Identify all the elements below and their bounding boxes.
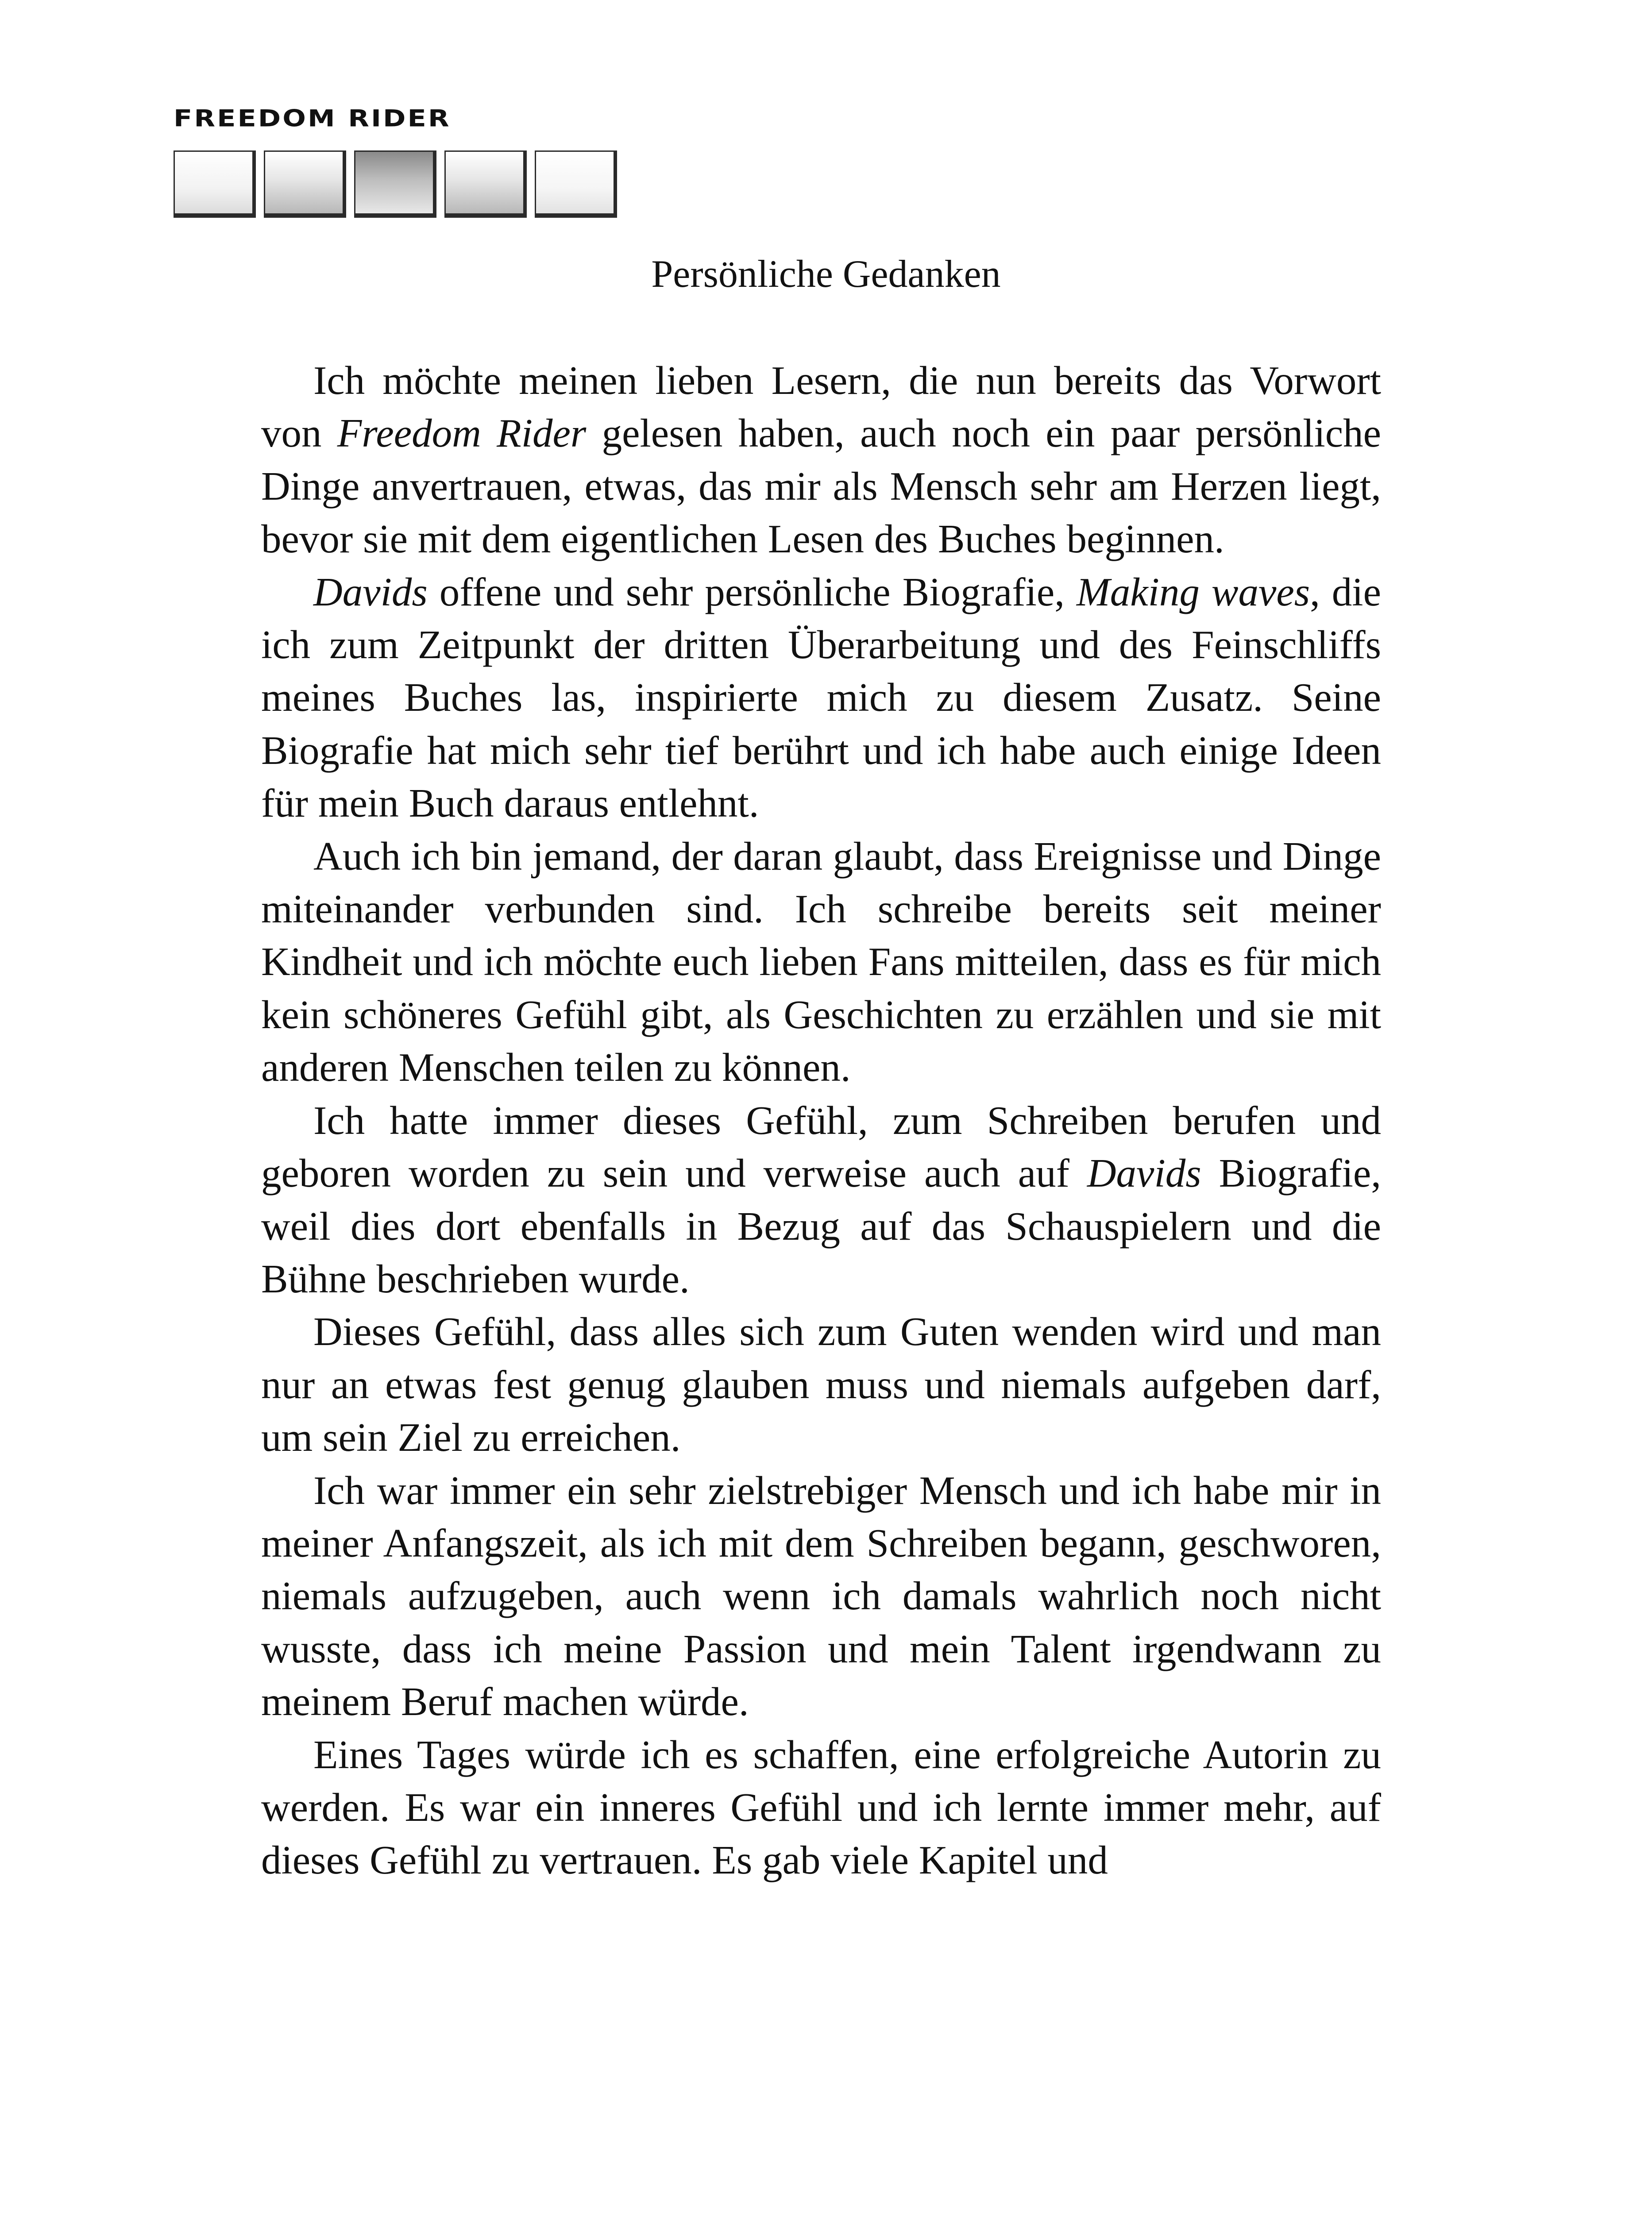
brand-logo: FREEDOM RIDER — [174, 104, 451, 132]
paragraph — [261, 566, 1381, 830]
book-title-text: Making waves — [1076, 569, 1310, 614]
paragraph-text: Ich war immer ein sehr zielstrebiger Mensch und ich habe mir in meiner Anfangszeit, als ich mit dem Schreiben begann, geschworen, niemals aufzugeben, auch wenn ich damals wahrlich noch nicht wusste, dass ich meine Passion und mein Talent irgendwann zu meinem Beruf machen würde. — [261, 1468, 1381, 1724]
paragraph-text: Dieses Gefühl, dass alles sich zum Guten wenden wird und man nur an etwas fest genug glauben muss und niemals aufgeben darf, um sein Ziel zu erreichen. — [261, 1309, 1381, 1460]
name-text: Davids — [1087, 1151, 1201, 1196]
page-title: Persönliche Gedanken — [651, 253, 1001, 296]
paragraph-text: , die ich zum Zeitpunkt der dritten Überarbeitung und des Feinschliffs meines Buches las, inspirierte mich zu diesem Zusatz. Seine Biografie hat mich sehr tief berührt und ich habe auch einige Ideen für mein Buch daraus entlehnt. — [261, 569, 1381, 826]
paragraph-text: Ich hatte immer dieses Gefühl, zum Schreiben berufen und geboren worden zu sein und verweise auch auf — [261, 1098, 1381, 1196]
paragraph — [261, 1094, 1381, 1306]
header-tile — [354, 150, 436, 218]
header-tile — [264, 150, 346, 218]
paragraph-text: Biografie, weil dies dort ebenfalls in Bezug auf das Schauspielern und die Bühne beschrieben wurde. — [261, 1151, 1381, 1301]
header-tiles — [174, 150, 617, 218]
paragraph — [261, 1464, 1381, 1728]
paragraph-text: Auch ich bin jemand, der daran glaubt, dass Ereignisse und Dinge miteinander verbunden sind. Ich schreibe bereits seit meiner Kindheit und ich möchte euch lieben Fans mitteilen, dass es für mich kein schöneres Gefühl gibt, als Geschichten zu erzählen und sie mit anderen Menschen teilen zu können. — [261, 833, 1381, 1090]
name-text: Davids — [313, 569, 428, 614]
paragraph-text: Ich möchte meinen lieben Lesern, die nun bereits das Vorwort von — [261, 358, 1381, 456]
header-tile — [444, 150, 527, 218]
paragraph-text: Eines Tages würde ich es schaffen, eine erfolgreiche Autorin zu werden. Es war ein inneres Gefühl und ich lernte immer mehr, auf dieses Gefühl zu vertrauen. Es gab viele Kapitel und — [261, 1732, 1381, 1883]
paragraph-text: offene und sehr persönliche Biografie, — [427, 569, 1077, 614]
paragraph — [261, 354, 1381, 566]
body-text — [261, 354, 1381, 1887]
book-title-text: Freedom Rider — [337, 411, 587, 456]
paragraph — [261, 830, 1381, 1094]
paragraph — [261, 1728, 1381, 1887]
header-tile — [535, 150, 617, 218]
header-tile — [174, 150, 256, 218]
paragraph — [261, 1305, 1381, 1464]
paragraph-text: gelesen haben, auch noch ein paar persönliche Dinge anvertrauen, etwas, das mir als Mensch sehr am Herzen liegt, bevor sie mit dem eigentlichen Lesen des Buches beginnen. — [261, 411, 1382, 562]
